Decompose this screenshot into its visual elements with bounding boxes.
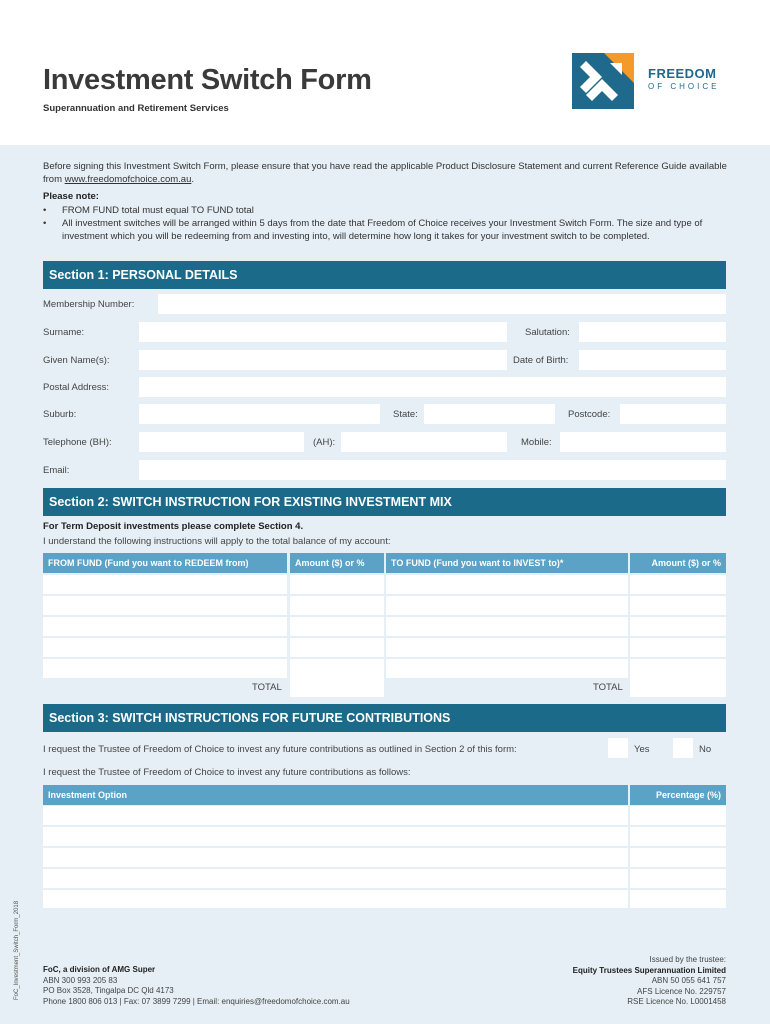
from-total-field[interactable] — [290, 677, 384, 697]
freedom-of-choice-logo-icon — [572, 53, 634, 109]
given-names-label: Given Name(s): — [43, 355, 110, 366]
bullet-text: FROM FUND total must equal TO FUND total — [62, 205, 254, 216]
page-subtitle: Superannuation and Retirement Services — [43, 103, 229, 114]
from-fund-cell[interactable] — [43, 596, 287, 615]
future-contributions-follows: I request the Trustee of Freedom of Choice to invest any future contributions as follows: — [43, 767, 411, 778]
intro-text: Before signing this Investment Switch Form, please ensure that you have read the applicable Product Disclosure Statement and current Reference Guide available from — [43, 161, 727, 185]
email-label: Email: — [43, 465, 70, 476]
website-link[interactable]: www.freedomofchoice.com.au — [64, 174, 192, 185]
to-amount-header: Amount ($) or % — [630, 553, 726, 573]
percentage-cell[interactable] — [630, 806, 726, 825]
to-amount-cell[interactable] — [630, 638, 726, 657]
bullet-text: All investment switches will be arranged within 5 days from the date that Freedom of Choice receives your Investment Switch Form. The size and type of investment which you will be redeeming from and investing into, will determine how long it takes for your investment switch to be completed. — [62, 218, 703, 242]
membership-number-field[interactable] — [158, 294, 726, 314]
investment-option-cell[interactable] — [43, 848, 628, 867]
state-field[interactable] — [424, 404, 555, 424]
surname-field[interactable] — [139, 322, 507, 342]
dob-label: Date of Birth: — [513, 355, 569, 366]
to-fund-cell[interactable] — [386, 596, 628, 615]
investment-option-cell[interactable] — [43, 890, 628, 908]
intro-text-end: . — [191, 174, 195, 185]
footer-address: PO Box 3528, Tingalpa DC Qld 4173 — [43, 986, 174, 995]
to-fund-cell[interactable] — [386, 638, 628, 657]
footer-company: FoC, a division of AMG Super — [43, 965, 156, 974]
footer-issued-by: Issued by the trustee: — [649, 955, 726, 964]
to-fund-cell[interactable] — [386, 617, 628, 636]
footer-contact: Phone 1800 806 013 | Fax: 07 3899 7299 | Email: enquiries@freedomofchoice.com.au — [43, 996, 350, 1006]
intro-paragraph — [43, 160, 733, 186]
from-fund-cell[interactable] — [43, 617, 287, 636]
to-amount-cell[interactable] — [630, 575, 726, 594]
from-amount-cell[interactable] — [290, 575, 384, 594]
to-amount-cell[interactable] — [630, 617, 726, 636]
to-total-field[interactable] — [630, 677, 726, 697]
postal-address-label: Postal Address: — [43, 382, 110, 393]
from-amount-cell[interactable] — [290, 659, 384, 678]
suburb-label: Suburb: — [43, 409, 77, 420]
from-fund-header: FROM FUND (Fund you want to REDEEM from) — [43, 553, 287, 573]
section3-heading: Section 3: SWITCH INSTRUCTIONS FOR FUTURE CONTRIBUTIONS — [43, 704, 726, 732]
list-item — [43, 204, 733, 217]
given-names-field[interactable] — [139, 350, 507, 370]
footer-rse-licence: RSE Licence No. L0001458 — [627, 997, 726, 1006]
dob-field[interactable] — [579, 350, 726, 370]
page-title: Investment Switch Form — [43, 64, 372, 96]
percentage-cell[interactable] — [630, 827, 726, 846]
footer-abn: ABN 300 993 205 83 — [43, 975, 118, 985]
salutation-field[interactable] — [579, 322, 726, 342]
understand-text: I understand the following instructions will apply to the total balance of my account: — [43, 536, 391, 547]
please-note-heading: Please note: — [43, 191, 99, 202]
section1-heading: Section 1: PERSONAL DETAILS — [43, 261, 726, 289]
list-item — [43, 217, 733, 243]
postcode-field[interactable] — [620, 404, 726, 424]
from-amount-cell[interactable] — [290, 638, 384, 657]
telephone-bh-field[interactable] — [139, 432, 304, 452]
investment-option-header: Investment Option — [43, 785, 628, 805]
investment-option-cell[interactable] — [43, 869, 628, 888]
logo-text: FREEDOM — [648, 66, 717, 81]
investment-option-cell[interactable] — [43, 827, 628, 846]
note-bullets — [43, 204, 733, 243]
telephone-ah-field[interactable] — [341, 432, 507, 452]
form-code: FoC_Investment_Switch_Form_2018 — [14, 900, 20, 1000]
postcode-label: Postcode: — [568, 409, 611, 420]
footer-left — [43, 965, 350, 1007]
from-amount-header: Amount ($) or % — [290, 553, 384, 573]
from-amount-cell[interactable] — [290, 617, 384, 636]
postal-address-field[interactable] — [139, 377, 726, 397]
email-field[interactable] — [139, 460, 726, 480]
from-fund-cell[interactable] — [43, 659, 287, 678]
yes-label: Yes — [634, 744, 650, 755]
suburb-field[interactable] — [139, 404, 380, 424]
from-fund-cell[interactable] — [43, 575, 287, 594]
footer-right — [573, 955, 726, 1008]
percentage-header: Percentage (%) — [630, 785, 726, 805]
header — [0, 0, 770, 145]
bullet-icon: • — [43, 205, 47, 216]
from-total-label: TOTAL — [252, 682, 282, 693]
to-fund-cell[interactable] — [386, 659, 628, 678]
percentage-cell[interactable] — [630, 890, 726, 908]
section2-heading: Section 2: SWITCH INSTRUCTION FOR EXISTING INVESTMENT MIX — [43, 488, 726, 516]
footer-afs-licence: AFS Licence No. 229757 — [637, 986, 726, 996]
percentage-cell[interactable] — [630, 869, 726, 888]
surname-label: Surname: — [43, 327, 85, 338]
mobile-label: Mobile: — [521, 437, 552, 448]
state-label: State: — [393, 409, 418, 420]
to-amount-cell[interactable] — [630, 596, 726, 615]
footer-trustee: Equity Trustees Superannuation Limited — [572, 965, 726, 975]
yes-checkbox[interactable] — [608, 738, 628, 758]
investment-option-cell[interactable] — [43, 806, 628, 825]
to-fund-cell[interactable] — [386, 575, 628, 594]
to-total-label: TOTAL — [593, 682, 623, 693]
percentage-cell[interactable] — [630, 848, 726, 867]
to-fund-header: TO FUND (Fund you want to INVEST to)* — [386, 553, 628, 573]
logo-subtext: OF CHOICE — [648, 82, 720, 91]
from-amount-cell[interactable] — [290, 596, 384, 615]
ah-label: (AH): — [313, 437, 336, 448]
salutation-label: Salutation: — [525, 327, 570, 338]
telephone-bh-label: Telephone (BH): — [43, 437, 112, 448]
to-amount-cell[interactable] — [630, 659, 726, 678]
no-label: No — [699, 744, 712, 755]
footer-trustee-abn: ABN 50 055 641 757 — [651, 976, 726, 985]
membership-label: Membership Number: — [43, 299, 135, 310]
term-deposit-note: For Term Deposit investments please complete Section 4. — [43, 521, 304, 532]
from-fund-cell[interactable] — [43, 638, 287, 657]
mobile-field[interactable] — [560, 432, 726, 452]
future-contributions-request: I request the Trustee of Freedom of Choice to invest any future contributions as outlined in Section 2 of this form: — [43, 744, 517, 755]
bullet-icon: • — [43, 218, 47, 229]
no-checkbox[interactable] — [673, 738, 693, 758]
